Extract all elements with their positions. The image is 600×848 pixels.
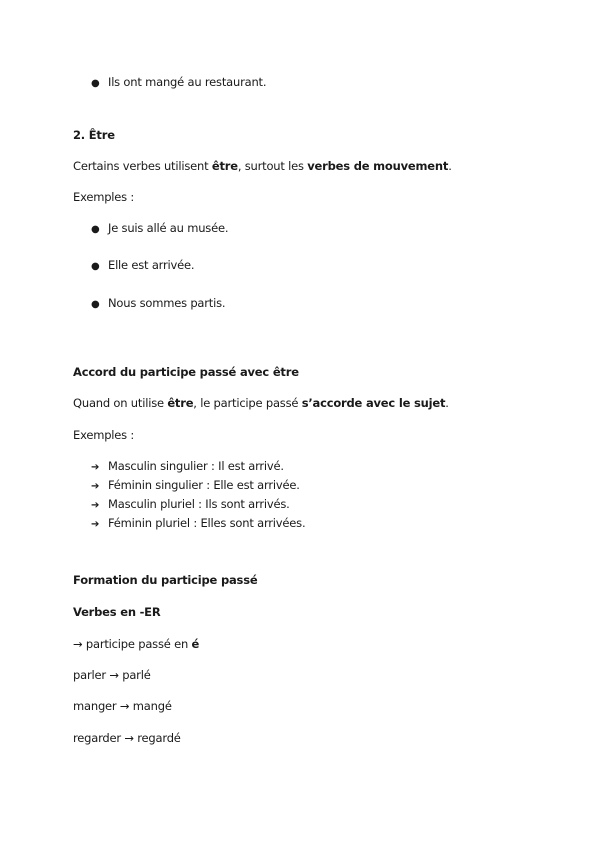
text-run: . — [448, 159, 452, 173]
list-item-text: Masculin singulier : Il est arrivé. — [108, 459, 284, 473]
text-run: , le participe passé — [193, 396, 302, 410]
bold-run: é — [191, 637, 200, 651]
accord-intro-paragraph — [73, 396, 449, 410]
text-run: Quand on utilise — [73, 396, 168, 410]
bold-run: être — [211, 159, 238, 173]
section-heading-etre: 2. Être — [73, 128, 115, 142]
example-line: regarder → regardé — [73, 731, 181, 745]
list-item-text: Je suis allé au musée. — [108, 221, 229, 235]
list-item — [91, 221, 228, 237]
subheading-verbes-er: Verbes en -ER — [73, 605, 161, 619]
list-item — [91, 75, 266, 91]
bullet-icon: ● — [91, 78, 100, 89]
list-item — [91, 258, 194, 274]
list-item-text: Ils ont mangé au restaurant. — [108, 75, 267, 89]
text-run: , surtout les — [237, 159, 308, 173]
list-item — [91, 478, 300, 494]
arrow-right-icon: ➔ — [91, 519, 100, 530]
etre-intro-paragraph — [73, 159, 452, 173]
text-run: Certains verbes utilisent — [73, 159, 212, 173]
bullet-icon: ● — [91, 299, 100, 310]
example-line: manger → mangé — [73, 699, 172, 713]
arrow-right-icon: ➔ — [91, 500, 100, 511]
list-item-text: Nous sommes partis. — [108, 296, 226, 310]
list-item — [91, 497, 290, 513]
list-item-text: Elle est arrivée. — [108, 258, 195, 272]
bold-run: être — [167, 396, 194, 410]
list-item — [91, 296, 225, 312]
arrow-right-icon: ➔ — [91, 481, 100, 492]
example-line: parler → parlé — [73, 668, 151, 682]
arrow-right-icon: ➔ — [91, 462, 100, 473]
bold-run: verbes de mouvement — [307, 159, 449, 173]
section-heading-accord: Accord du participe passé avec être — [73, 365, 299, 379]
examples-label: Exemples : — [73, 190, 135, 204]
bullet-icon: ● — [91, 224, 100, 235]
list-item-text: Masculin pluriel : Ils sont arrivés. — [108, 497, 290, 511]
text-run: → participe passé en — [73, 637, 192, 651]
bold-run: s’accorde avec le sujet — [301, 396, 446, 410]
bullet-icon: ● — [91, 261, 100, 272]
examples-label: Exemples : — [73, 428, 135, 442]
list-item-text: Féminin pluriel : Elles sont arrivées. — [108, 516, 306, 530]
list-item-text: Féminin singulier : Elle est arrivée. — [108, 478, 300, 492]
rule-line — [73, 637, 199, 651]
list-item — [91, 516, 305, 532]
text-run: . — [445, 396, 449, 410]
list-item — [91, 459, 284, 475]
section-heading-formation: Formation du participe passé — [73, 573, 258, 587]
